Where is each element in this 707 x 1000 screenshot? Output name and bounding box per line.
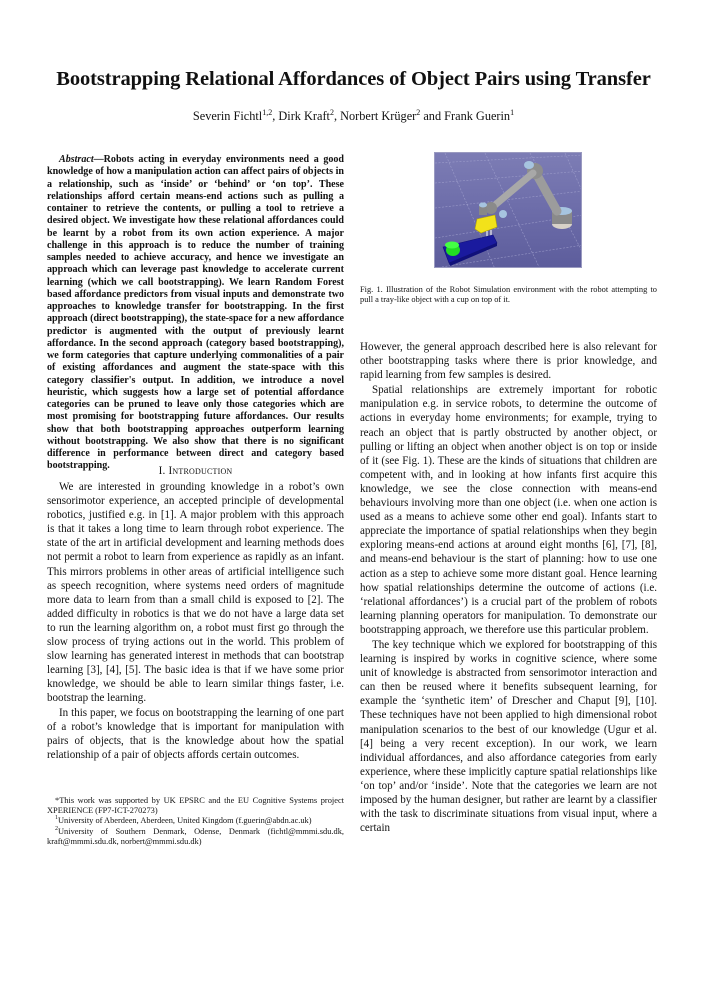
- author-affiliation: 1: [510, 107, 515, 117]
- paragraph: However, the general approach described here is also relevant for other bootstrapping tasks where there is prior knowledge, and rapid learning from few samples is desired.: [360, 341, 657, 382]
- figure-caption: Fig. 1. Illustration of the Robot Simulation environment with the robot attempting to pull a tray-like object with a cup on top of it.: [360, 285, 657, 305]
- abstract-text: Robots acting in everyday environments need a good knowledge of how a manipulation action can affect pairs of objects in a relationship, such as ‘inside’ or ‘behind’ or ‘on top’. These relationships afford certain means-end actions such as pulling a container to retrieve the contents, or pulling a tool to retrieve a desired object. We investigate how these relational affordances could be learnt by a robot from its own action experience. A major challenge in this approach is to reduce the number of training samples needed to achieve accuracy, and hence we investigate an approach which can leverage past knowledge to accelerate current learning (which we call bootstrapping). We learn Random Forest based affordance predictors from visual inputs and demonstrate two approaches to knowledge transfer for bootstrapping. In the first approach (direct bootstrapping), the state-space for a new affordance predictor is augmented with the output of previously learnt affordance. In the second approach (category based bootstrapping), we form categories that capture underlying commonalities of a pair of existing affordances and augment the state-space with this category classifier's output. In addition, we introduce a novel heuristic, which suggests how a large set of potential affordance categories can be pruned to leave only those categories which are most promising for bootstrapping future affordances. Our results show that both bootstrapping approaches outperform learning without bootstrapping. We also show that there is no significant difference in performance between direct and category based bootstrapping.: [47, 154, 344, 472]
- footnote-mark: 1: [55, 815, 58, 822]
- footnote-text: University of Southern Denmark, Odense, Denmark (fichtl@mmmi.sdu.dk, kraft@mmmi.sdu.dk, norbert@mmmi.sdu.dk): [47, 826, 344, 846]
- author-list: [0, 109, 707, 124]
- paragraph: We are interested in grounding knowledge in a robot’s own sensorimotor experience, an accepted principle of developmental robotics, justified e.g. in [1]. A major problem with this approach is that it takes a long time to learn through robot experience. The state of the art in artificial development and learning methods does not permit a robot to learn from experience as rapidly as an infant. This mirrors problems in other areas of artificial intelligence such as speech recognition, where systems need orders of magnitude more data to learn from than a small child is exposed to [2]. The added difficulty in robotics is that we do not have a large data set to run the learning algorithm on, a robot must first go through the slow process of trying actions out in the world. This problem of slow learning has generated interest in methods that can bootstrap learning [3], [4], [5]. The basic idea is that if we have some prior knowledge, we should be able to learn similar things faster, i.e. bootstrap the learning.: [47, 481, 344, 705]
- footnote: [47, 816, 344, 826]
- author-name: Dirk Kraft: [278, 109, 330, 123]
- joint-cap-icon: [524, 161, 534, 169]
- author-name: Norbert Krüger: [340, 109, 417, 123]
- robot-simulation-image: [435, 153, 582, 268]
- author-affiliation: 2: [329, 107, 334, 117]
- footnote-text: University of Aberdeen, Aberdeen, United Kingdom (f.guerin@abdn.ac.uk): [58, 816, 312, 826]
- paragraph: In this paper, we focus on bootstrapping the learning of one part of a robot’s knowledge that is important for manipulation with pairs of objects, that is the knowledge about how the spatial relationship of a pair of objects affords certain outcomes.: [47, 706, 344, 761]
- abstract: [47, 154, 344, 473]
- joint-cap-icon: [479, 203, 487, 208]
- separator: ,: [333, 109, 341, 123]
- paragraph: Spatial relationships are extremely important for robotic manipulation e.g. in service robots, to determine the outcome of actions in everyday home environments; for example, trying to reach an object that is partly obstructed by another object, or pulling or lifting an object when another object is on top or inside of it (see Fig. 1). These are the kinds of situations that children are competent with, and in looking at how infants first acquire this knowledge, we see the close connection with means-end behaviours involving more than one object (i.e. when one action is used as a means to achieve some other end goal). Infants start to appreciate the importance of spatial relationships when they begin exploring means-end actions at around eight months [6], [7], [8], and means-end behaviour is the start of planning: how to use one action as a step to achieve some more distant goal. Hence learning how spatial relationships determine the outcome of actions (i.e. ‘relational affordances’) is a crucial part of the problem of robots learning planning operators for manipulation. To demonstrate our bootstrapping approach, we therefore use this particular problem.: [360, 384, 657, 636]
- footnote: [47, 827, 344, 847]
- gripper: [475, 215, 497, 233]
- author-affiliation: 1,2: [262, 107, 273, 117]
- footnote: [47, 796, 344, 816]
- robot-upper-arm: [495, 173, 533, 205]
- robot-lower-arm: [537, 175, 557, 211]
- paper-title: Bootstrapping Relational Affordances of Object Pairs using Transfer: [56, 68, 651, 90]
- footnote-mark: 2: [55, 825, 58, 832]
- section-heading-introduction: I. Introduction: [158, 465, 233, 477]
- right-column-body: [360, 340, 657, 835]
- joint-cap-icon: [499, 210, 507, 218]
- author-affiliation: 2: [416, 107, 421, 117]
- figure-robot-simulation: [434, 152, 582, 268]
- paragraph: The key technique which we explored for bootstrapping of this learning is inspired by works in cognitive science, where some unit of knowledge is abstracted from sensorimotor interaction and can then be reused where it benefits subsequent learning, for example the ‘synthetic item’ of Drescher and Chaput [9], [10]. These techniques have not been applied to high dimensional robot manipulation scenarios to the best of our knowledge (Ugur et al. [4] being a very recent exception). In our work, we learn individual affordances, and also affordance categories from early experience, where these implicitly capture spatial relationships like ‘on top’ and/or ‘inside’. Note that the categories we learn are not imposed by the human designer, but rather are learnt by a classifier with the task to discriminate situations from visual input, where a certain: [360, 638, 657, 835]
- separator: ,: [272, 109, 279, 123]
- footnote-text: *This work was supported by UK EPSRC and the EU Cognitive Systems project XPERIENCE (FP7-ICT-270273): [47, 796, 344, 816]
- author-name: Severin Fichtl: [192, 109, 263, 123]
- abstract-label: Abstract: [59, 154, 94, 165]
- introduction-body: [47, 480, 344, 762]
- footnotes: [47, 796, 344, 847]
- author-name: Frank Guerin: [444, 109, 511, 123]
- separator: and: [420, 109, 445, 123]
- abstract-dash: —: [93, 154, 104, 165]
